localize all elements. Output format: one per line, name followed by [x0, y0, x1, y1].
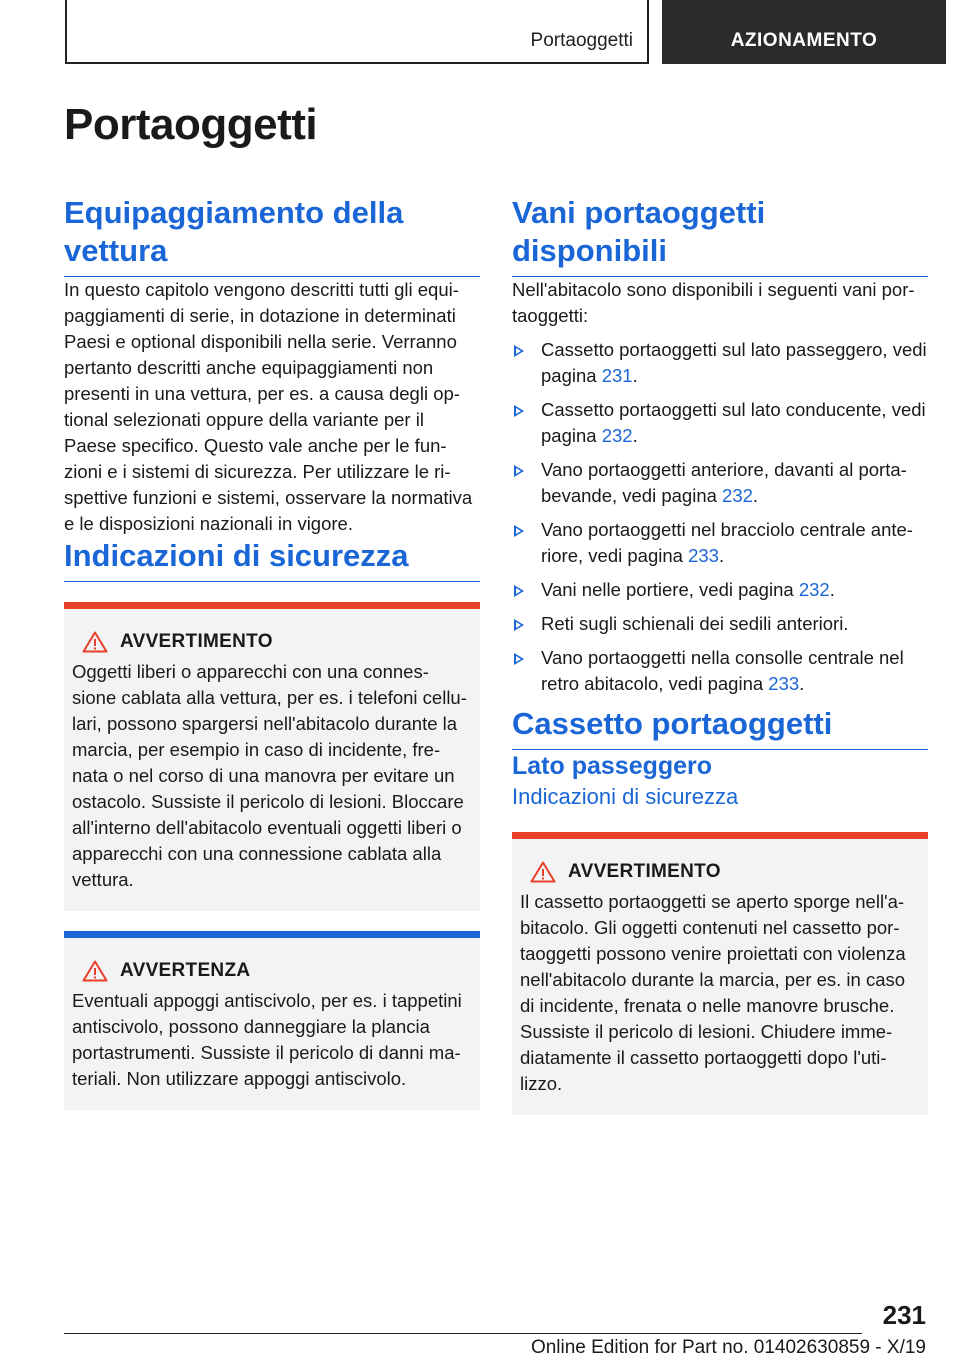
storage-intro: Nell'abitacolo sono disponibili i seguenti vani por-taoggetti: — [512, 279, 915, 326]
equipment-heading: Equipaggiamento della vettura — [64, 194, 480, 277]
page-link[interactable]: 233 — [768, 673, 800, 694]
right-column — [512, 194, 928, 1115]
page-link[interactable]: 232 — [722, 485, 753, 506]
safety-heading: Indicazioni di sicurezza — [64, 537, 480, 582]
glovebox-heading: Cassetto portaoggetti — [512, 705, 928, 750]
glovebox-warning-text: Il cassetto portaoggetti se aperto sporge nell'a-bitacolo. Gli oggetti contenuti nel cassetto por-taoggetti possono venire proiettati con violenza nell'abitacolo durante la marcia, per es. in caso di incidente, frenata o nelle manovre brusche. Sussiste il pericolo di lesioni. Chiudere imme-diatamente il cassetto portaoggetti dopo l'uti-lizzo. — [520, 891, 906, 1094]
page-link[interactable]: 232 — [601, 425, 633, 446]
list-item: Vano portaoggetti anteriore, davanti al porta-bevande, vedi pagina 232. — [512, 457, 928, 509]
page-number: 231 — [882, 1300, 926, 1330]
page-link[interactable]: 231 — [601, 365, 633, 386]
bullet-triangle-icon — [514, 619, 524, 631]
glovebox-warning-label: AVVERTIMENTO — [568, 861, 721, 882]
caution-text: Eventuali appoggi antiscivolo, per es. i tappetini antiscivolo, possono danneggiare la plancia portastrumenti. Sussiste il pericolo di danni ma-teriali. Non utilizzare appoggi antiscivolo. — [72, 990, 462, 1089]
warning-triangle-icon — [82, 631, 108, 653]
header-section-title: Portaoggetti — [530, 30, 633, 51]
list-item: Vano portaoggetti nella consolle centrale nel retro abitacolo, vedi pagina 233. — [512, 645, 928, 697]
glovebox-warning-box — [512, 832, 928, 1115]
glovebox-warning-header — [530, 861, 920, 883]
page-link[interactable]: 232 — [798, 579, 830, 600]
list-item: Cassetto portaoggetti sul lato passeggero, vedi pagina 231. — [512, 337, 928, 389]
footer-divider — [64, 1333, 862, 1334]
caution-label: AVVERTENZA — [120, 960, 251, 981]
warning-label: AVVERTIMENTO — [120, 631, 273, 652]
page-title: Portaoggetti — [64, 100, 318, 149]
bullet-triangle-icon — [514, 525, 524, 537]
bullet-triangle-icon — [514, 653, 524, 665]
caution-triangle-icon — [82, 960, 108, 982]
page-link[interactable]: 233 — [688, 545, 719, 566]
warning-triangle-icon — [530, 861, 556, 883]
warning-box — [64, 602, 480, 911]
storage-compartments-heading: Vani portaoggetti disponibili — [512, 194, 928, 277]
passenger-side-heading: Lato passeggero — [512, 752, 713, 780]
bullet-triangle-icon — [514, 345, 524, 357]
list-item: Cassetto portaoggetti sul lato conducente, vedi pagina 232. — [512, 397, 928, 449]
header-frame — [65, 0, 649, 64]
list-item: Reti sugli schienali dei sedili anteriori. — [512, 611, 928, 637]
list-item: Vano portaoggetti nel bracciolo centrale ante-riore, vedi pagina 233. — [512, 517, 928, 569]
bullet-triangle-icon — [514, 405, 524, 417]
bullet-triangle-icon — [514, 585, 524, 597]
warning-text: Oggetti liberi o apparecchi con una connes-sione cablata alla vettura, per es. i telefoni cellu-lari, possono spargersi nell'abitacolo durante la marcia, per esempio in caso di incidente, fre-nata o nel corso di una manovra per evitare un ostacolo. Sussiste il pericolo di lesioni. Bloccare all'interno dell'abitacolo eventuali oggetti liberi o apparecchi con una connessione cablata alla vettura. — [72, 661, 467, 890]
equipment-body: In questo capitolo vengono descritti tutti gli equi-paggiamenti di serie, in dotazione in determinati Paesi e optional disponibili nella serie. Verranno pertanto descritti anche equipaggiamenti non presenti in una vettura, per es. a causa degli op-tional selezionati oppure della variante per il Paese specifico. Questo vale anche per le fun-zioni e i sistemi di sicurezza. Per utilizzare le ri-spettive funzioni e sistemi, osservare la normativa e le disposizioni nazionali in vigore. — [64, 279, 473, 534]
safety-subheading: Indicazioni di sicurezza — [512, 784, 739, 809]
header-chapter-tab[interactable] — [662, 0, 946, 64]
caution-box — [64, 931, 480, 1110]
left-column — [64, 194, 480, 1110]
warning-header — [82, 631, 472, 653]
list-item: Vani nelle portiere, vedi pagina 232. — [512, 577, 928, 603]
caution-header — [82, 960, 472, 982]
bullet-triangle-icon — [514, 465, 524, 477]
header-chapter-label: AZIONAMENTO — [730, 30, 878, 51]
storage-list — [512, 337, 928, 697]
footer-edition: Online Edition for Part no. 01402630859 - X/19 — [530, 1337, 926, 1358]
